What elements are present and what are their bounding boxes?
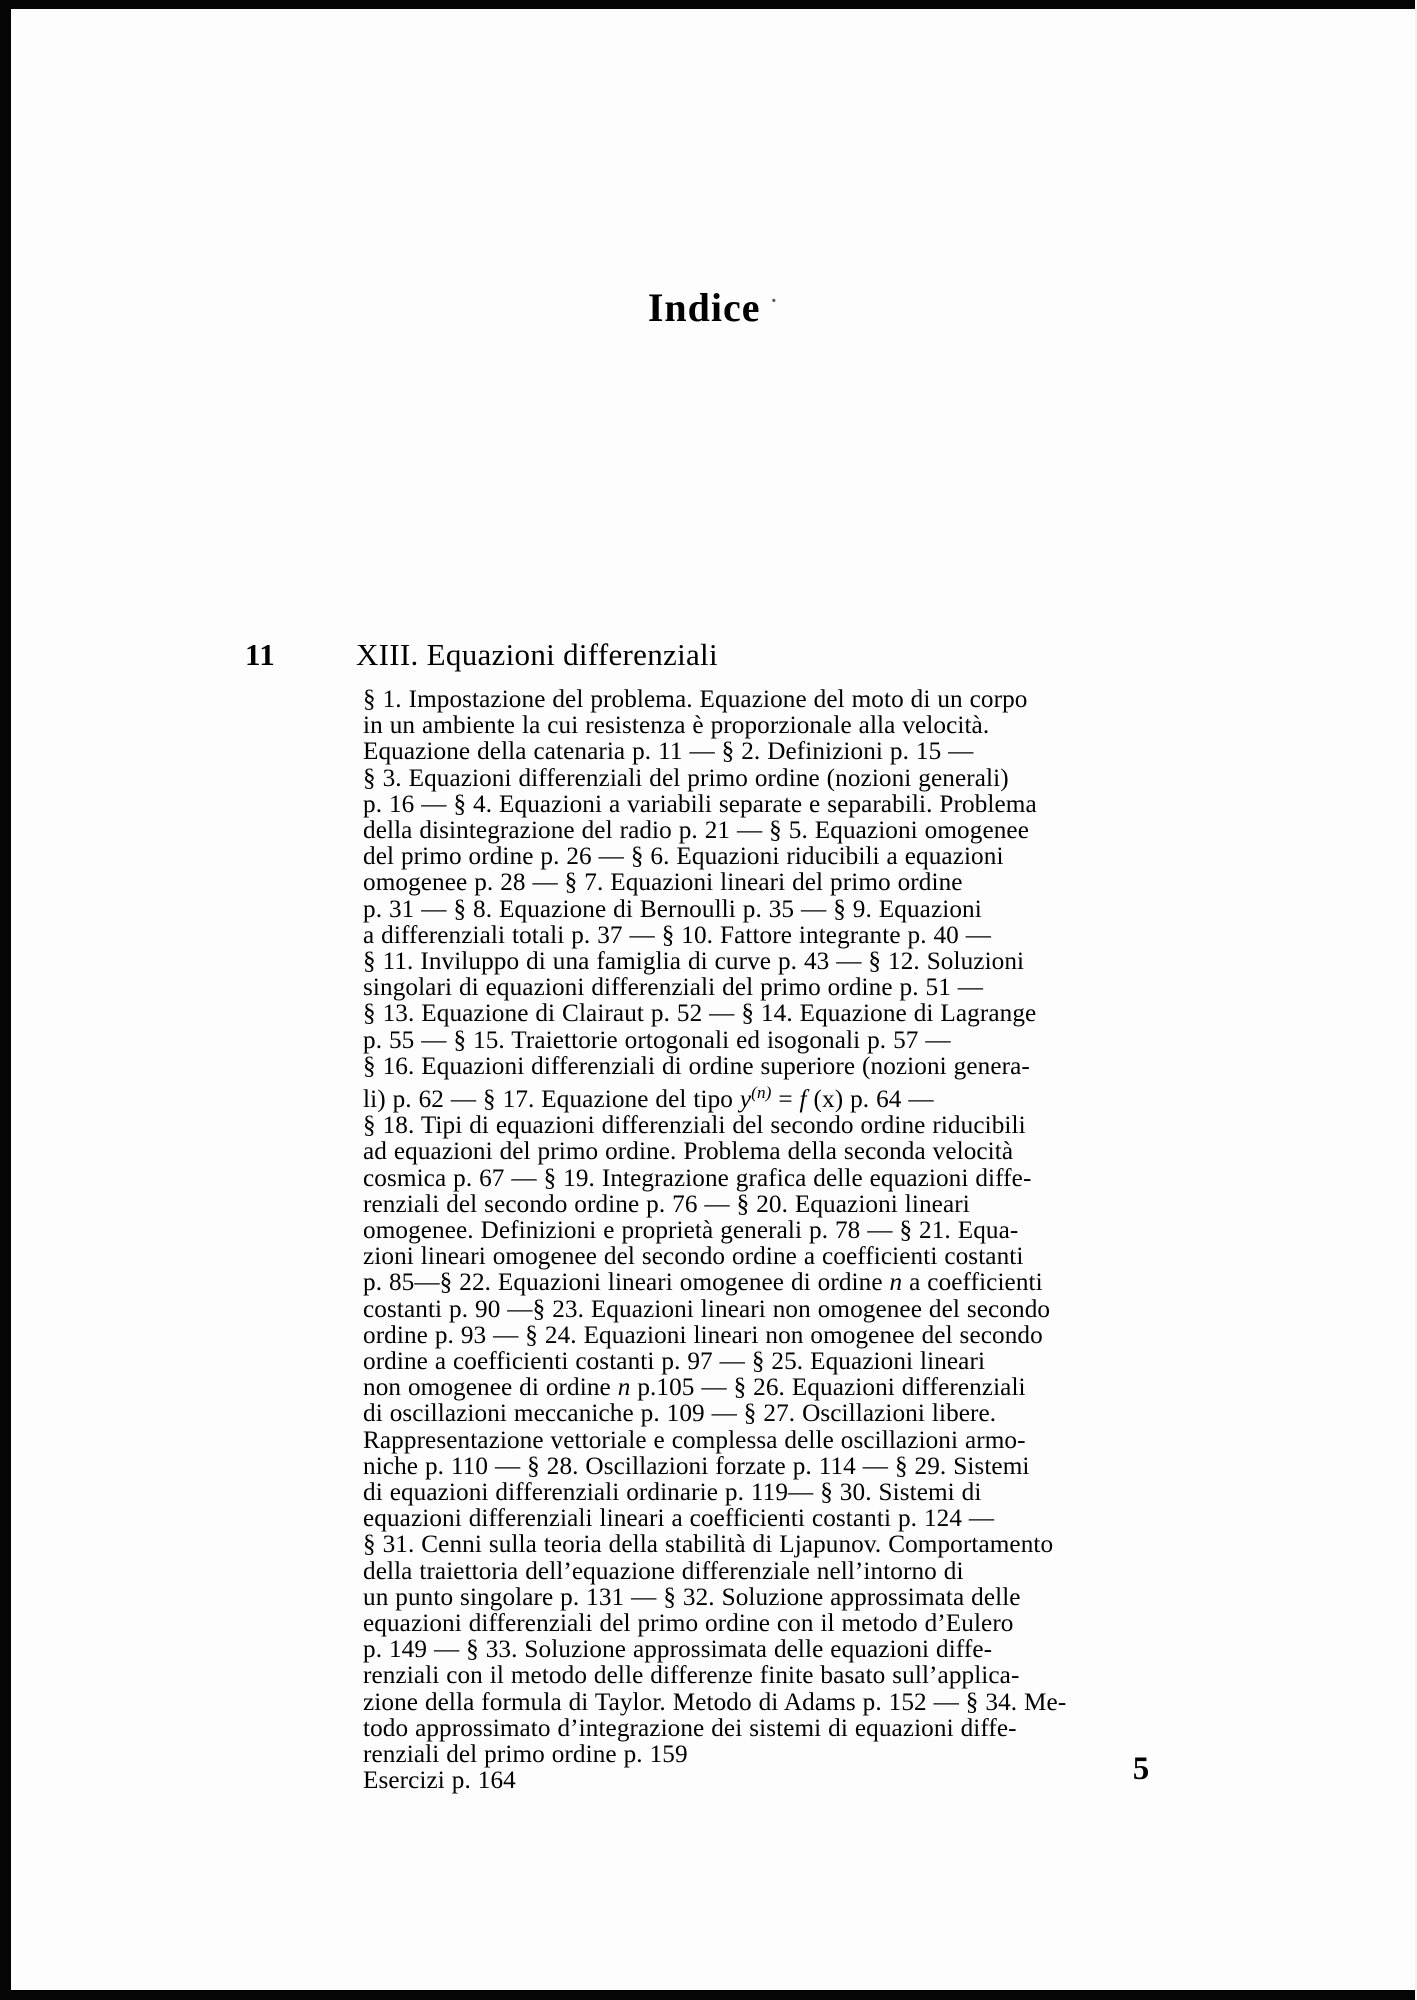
toc-line: niche p. 110 — § 28. Oscillazioni forzate p. 114 — § 29. Sistemi	[363, 1452, 1030, 1480]
toc-line: § 3. Equazioni differenziali del primo ordine (nozioni generali)	[363, 764, 1009, 792]
toc-line: di oscillazioni meccaniche p. 109 — § 27. Oscillazioni libere.	[363, 1400, 997, 1428]
formula-superscript-n: (n)	[751, 1083, 772, 1103]
title-trailing-mark: ·	[770, 289, 779, 312]
scan-border-top	[0, 0, 1417, 9]
page-title	[11, 284, 1415, 331]
toc-line-part: p. 85—§ 22. Equazioni lineari omogenee di ordine	[363, 1269, 890, 1297]
toc-line: del primo ordine p. 26 — § 6. Equazioni riducibili a equazioni	[363, 843, 1004, 871]
toc-line: equazioni differenziali lineari a coefficienti costanti p. 124 —	[363, 1505, 995, 1533]
toc-line: todo approssimato d’integrazione dei sistemi di equazioni diffe-	[363, 1714, 1017, 1742]
toc-line: della disintegrazione del radio p. 21 — § 5. Equazioni omogenee	[363, 817, 1029, 845]
toc-line-with-formula	[363, 1080, 1183, 1113]
page-title-text: Indice	[647, 284, 761, 330]
toc-line: renziali del primo ordine p. 159	[363, 1741, 688, 1769]
scan-border-left	[0, 0, 11, 2000]
toc-line: § 11. Inviluppo di una famiglia di curve p. 43 — § 12. Soluzioni	[363, 948, 1025, 976]
toc-line: ad equazioni del primo ordine. Problema della seconda velocità	[363, 1138, 1014, 1166]
toc-line-exercises: Esercizi p. 164	[363, 1767, 516, 1795]
toc-line-with-variable	[363, 1375, 1183, 1401]
toc-line: renziali del secondo ordine p. 76 — § 20. Equazioni lineari	[363, 1190, 970, 1218]
toc-line: p. 16 — § 4. Equazioni a variabili separate e separabili. Problema	[363, 790, 1037, 818]
toc-line: zione della formula di Taylor. Metodo di Adams p. 152 — § 34. Me-	[363, 1688, 1067, 1716]
toc-line: renziali con il metodo delle differenze finite basato sull’applica-	[363, 1662, 1020, 1690]
page-number: 5	[1132, 1751, 1150, 1787]
toc-line-part: non omogenee di ordine	[363, 1374, 618, 1402]
formula-function-f: f	[799, 1085, 807, 1113]
toc-line: Equazione della catenaria p. 11 — § 2. Definizioni p. 15 —	[363, 738, 974, 766]
page-sheet	[11, 9, 1415, 1990]
toc-line: costanti p. 90 —§ 23. Equazioni lineari non omogenee del secondo	[363, 1295, 1051, 1323]
formula-variable-n: n	[617, 1374, 631, 1402]
toc-line: § 16. Equazioni differenziali di ordine superiore (nozioni genera-	[363, 1052, 1030, 1080]
toc-entry-text	[363, 687, 1183, 1794]
toc-line: a differenziali totali p. 37 — § 10. Fattore integrante p. 40 —	[363, 921, 992, 949]
toc-line: di equazioni differenziali ordinarie p. 119— § 30. Sistemi di	[363, 1479, 982, 1506]
toc-line: p. 55 — § 15. Traiettorie ortogonali ed isogonali p. 57 —	[363, 1026, 951, 1054]
toc-line: della traiettoria dell’equazione differenziale nell’intorno di	[363, 1557, 964, 1585]
chapter-number: 11	[245, 637, 276, 672]
toc-line: p. 31 — § 8. Equazione di Bernoulli p. 35 — § 9. Equazioni	[363, 895, 982, 923]
toc-line: omogenee p. 28 — § 7. Equazioni lineari del primo ordine	[363, 869, 963, 897]
toc-line: p. 149 — § 33. Soluzione approssimata delle equazioni diffe-	[363, 1636, 993, 1664]
toc-line-with-variable	[363, 1270, 1183, 1296]
toc-line: equazioni differenziali del primo ordine con il metodo d’Eulero	[363, 1610, 1014, 1638]
toc-line-part: li) p. 62 — § 17. Equazione del tipo	[363, 1085, 740, 1113]
formula-variable-y: y	[739, 1085, 752, 1113]
toc-line: zioni lineari omogenee del secondo ordine a coefficienti costanti	[363, 1243, 1024, 1271]
formula-variable-n: n	[889, 1269, 903, 1297]
chapter-title: XIII. Equazioni differenziali	[356, 637, 718, 672]
toc-line: singolari di equazioni differenziali del primo ordine p. 51 —	[363, 974, 984, 1002]
toc-line: § 31. Cenni sulla teoria della stabilità di Ljapunov. Comportamento	[363, 1531, 1054, 1559]
toc-line: ordine p. 93 — § 24. Equazioni lineari non omogenee del secondo	[363, 1321, 1043, 1349]
toc-line-part: a coefficienti	[902, 1269, 1043, 1297]
toc-line: ordine a coefficienti costanti p. 97 — § 25. Equazioni lineari	[363, 1347, 986, 1375]
toc-line: Rappresentazione vettoriale e complessa delle oscillazioni armo-	[363, 1426, 1026, 1454]
toc-line: un punto singolare p. 131 — § 32. Soluzione approssimata delle	[363, 1583, 1021, 1611]
formula-equals: =	[771, 1085, 800, 1113]
toc-line: omogenee. Definizioni e proprietà generali p. 78 — § 21. Equa-	[363, 1216, 1019, 1244]
toc-line-part: (x) p. 64 —	[806, 1085, 934, 1113]
toc-line-part: p.105 — § 26. Equazioni differenziali	[630, 1374, 1026, 1402]
toc-line: cosmica p. 67 — § 19. Integrazione grafica delle equazioni diffe-	[363, 1164, 1032, 1192]
toc-line: in un ambiente la cui resistenza è proporzionale alla velocità.	[363, 712, 990, 740]
scan-border-bottom	[0, 1990, 1417, 2000]
toc-line: § 1. Impostazione del problema. Equazione del moto di un corpo	[363, 686, 1028, 713]
toc-line: § 13. Equazione di Clairaut p. 52 — § 14. Equazione di Lagrange	[363, 1000, 1037, 1028]
toc-line: § 18. Tipi di equazioni differenziali del secondo ordine riducibili	[363, 1112, 1026, 1140]
